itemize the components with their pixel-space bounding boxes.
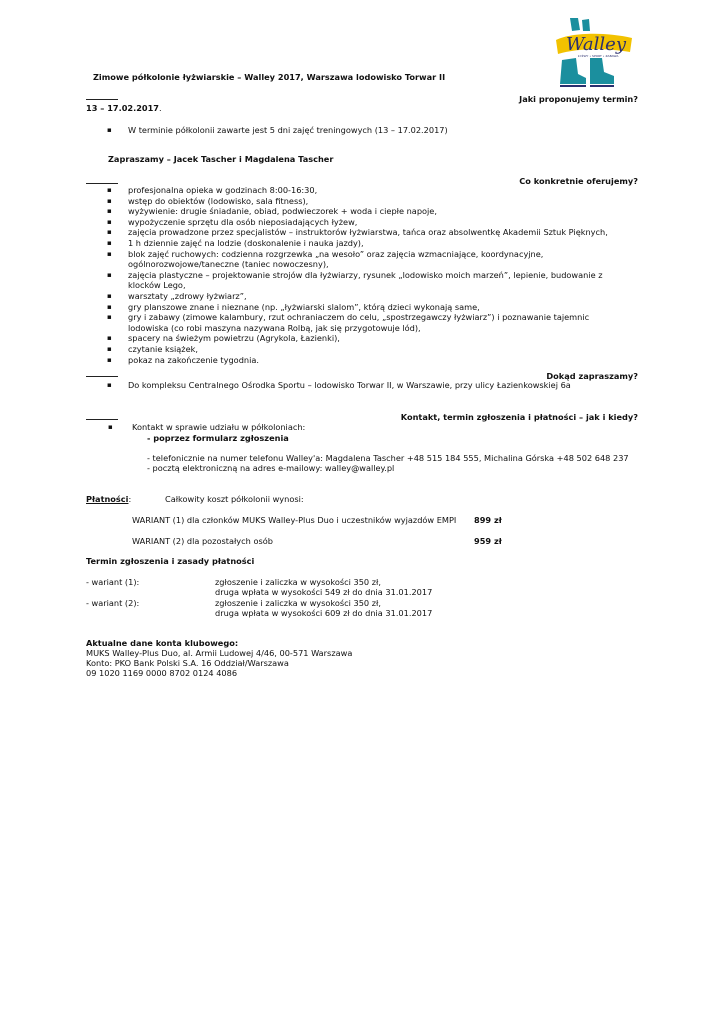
zasady-row-2-line1: zgłoszenie i zaliczka w wysokości 350 zł, [215, 598, 381, 608]
bullet-icon: ▪ [107, 196, 112, 205]
heading-rule [86, 99, 118, 100]
platnosci-intro: Całkowity koszt półkolonii wynosi: [165, 494, 304, 504]
bullet-icon: ▪ [107, 344, 112, 353]
oferta-heading: Co konkretnie oferujemy? [519, 176, 638, 186]
termin-dates-suffix: . [158, 103, 162, 113]
list-item: ▪ warsztaty „zdrowy łyżwiarz”, [107, 290, 247, 301]
zasady-row-1-label: - wariant (1): [86, 577, 140, 587]
list-item: ▪ gry planszowe znane i nieznane (np. „łyżwiarski slalom”, którą dzieci wykonają same, [107, 301, 480, 312]
bullet-icon: ▪ [107, 228, 112, 237]
heading-rule [86, 376, 118, 377]
bullet-icon: ▪ [107, 355, 112, 364]
list-item: ▪ W terminie półkolonii zawarte jest 5 dni zajęć treningowych (13 – 17.02.2017) [107, 125, 448, 135]
bullet-icon: ▪ [107, 126, 112, 134]
platnosci-colon: : [128, 494, 132, 504]
list-item: ▪ wyżywienie: drugie śniadanie, obiad, podwieczorek + woda i ciepłe napoje, [107, 206, 437, 217]
list-item: ▪ 1 h dziennie zajęć na lodzie (doskonalenie i nauka jazdy), [107, 237, 364, 248]
bullet-icon: ▪ [108, 423, 113, 431]
form-link[interactable]: - poprzez formularz zgłoszenia [147, 433, 289, 443]
variant-1-label: WARIANT (1) dla członków MUKS Walley-Plus Duo i uczestników wyjazdów EMPI [132, 515, 457, 525]
list-item: ▪ profesjonalna opieka w godzinach 8:00-16:30, [107, 185, 318, 195]
termin-heading: Jaki proponujemy termin? [519, 94, 638, 104]
list-item: ▪ blok zajęć ruchowych: codzienna rozgrzewka „na wesoło” oraz zajęcia wzmacniające, koordynacyjne, ogólnorozwojowe/taneczne (taniec nowoczesny), [107, 248, 544, 270]
heading-rule [86, 419, 118, 420]
invite-text: Zapraszamy – Jacek Tascher i Magdalena Tascher [108, 154, 334, 164]
logo-text: Walley [566, 34, 627, 55]
bullet-icon: ▪ [107, 249, 112, 258]
variant-2-price: 959 zł [474, 536, 502, 546]
list-item: ▪ gry i zabawy (zimowe kalambury, rzut ochraniaczem do celu, „spostrzegawczy łyżwiarz”) i poznawanie tajemnic lodowiska (co robi maszyna nazywana Rolbą, jak się przygotowuje lód), [107, 312, 590, 333]
list-item: ▪ wstęp do obiektów (lodowisko, sala fitness), [107, 195, 309, 206]
variant-1-price: 899 zł [474, 515, 502, 525]
walley-logo [552, 14, 636, 88]
zasady-heading: Termin zgłoszenia i zasady płatności [86, 556, 255, 566]
konto-line-3: 09 1020 1169 0000 8702 0124 4086 [86, 668, 238, 678]
list-item: ▪ zajęcia plastyczne – projektowanie strojów dla łyżwiarzy, rysunek „lodowisko moich marzeń”, lepienie, budowanie z klocków Lego, [107, 269, 603, 291]
list-item: ▪ zajęcia prowadzone przez specjalistów – instruktorów łyżwiarstwa, tańca oraz absolwentkę Akademii Sztuk Pięknych, [107, 227, 608, 238]
list-item: ▪ spacery na świeżym powietrzu (Agrykola, Łazienki), [107, 333, 340, 344]
konto-line-1: MUKS Walley-Plus Duo, al. Armii Ludowej 4/46, 00-571 Warszawa [86, 648, 353, 658]
list-item: ▪ czytanie książek, [107, 343, 198, 354]
bullet-icon: ▪ [107, 207, 112, 216]
zasady-row-1-line1: zgłoszenie i zaliczka w wysokości 350 zł, [215, 577, 381, 587]
kontakt-intro: Kontakt w sprawie udziału w półkoloniach: [132, 422, 306, 432]
bullet-icon: ▪ [107, 313, 112, 322]
konto-line-2: Konto: PKO Bank Polski S.A. 16 Oddział/Warszawa [86, 658, 289, 668]
dokad-list [107, 380, 571, 391]
bullet-icon: ▪ [107, 302, 112, 311]
bullet-icon: ▪ [107, 270, 112, 279]
termin-list [107, 125, 448, 136]
zasady-row-1-line2: druga wpłata w wysokości 549 zł do dnia 31.01.2017 [215, 587, 433, 597]
kontakt-phone: - telefonicznie na numer telefonu Walley'a: Magdalena Tascher +48 515 184 555, Michalina Górska +48 502 648 237 [147, 453, 629, 463]
bullet-icon: ▪ [107, 291, 112, 300]
bullet-icon: ▪ [107, 381, 112, 389]
zasady-row-2-line2: druga wpłata w wysokości 609 zł do dnia 31.01.2017 [215, 608, 433, 618]
platnosci-label: Płatności [86, 494, 129, 504]
kontakt-email: - pocztą elektroniczną na adres e-mailowy: walley@walley.pl [147, 463, 395, 473]
termin-dates: 13 – 17.02.2017 [86, 103, 159, 113]
dokad-heading: Dokąd zapraszamy? [546, 371, 638, 381]
list-item: ▪ pokaz na zakończenie tygodnia. [107, 354, 259, 365]
bullet-icon: ▪ [107, 238, 112, 247]
bullet-icon: ▪ [107, 334, 112, 343]
bullet-icon: ▪ [107, 186, 112, 194]
oferta-list [107, 185, 628, 365]
list-item: ▪ Do kompleksu Centralnego Ośrodka Sportu – lodowisko Torwar II, w Warszawie, przy ulicy Łazienkowskiej 6a [107, 380, 571, 390]
konto-heading: Aktualne dane konta klubowego: [86, 638, 239, 648]
bullet-icon: ▪ [107, 217, 112, 226]
heading-rule [86, 183, 118, 184]
variant-2-label: WARIANT (2) dla pozostałych osób [132, 536, 273, 546]
list-item: ▪ wypożyczenie sprzętu dla osób nieposiadających łyżew, [107, 216, 358, 227]
kontakt-heading: Kontakt, termin zgłoszenia i płatności – jak i kiedy? [400, 412, 638, 422]
zasady-row-2-label: - wariant (2): [86, 598, 140, 608]
logo-tagline: ŁYŻWY • SPORT • ZABAWA [578, 54, 619, 58]
document-title: Zimowe półkolonie łyżwiarskie – Walley 2017, Warszawa lodowisko Torwar II [93, 72, 446, 82]
